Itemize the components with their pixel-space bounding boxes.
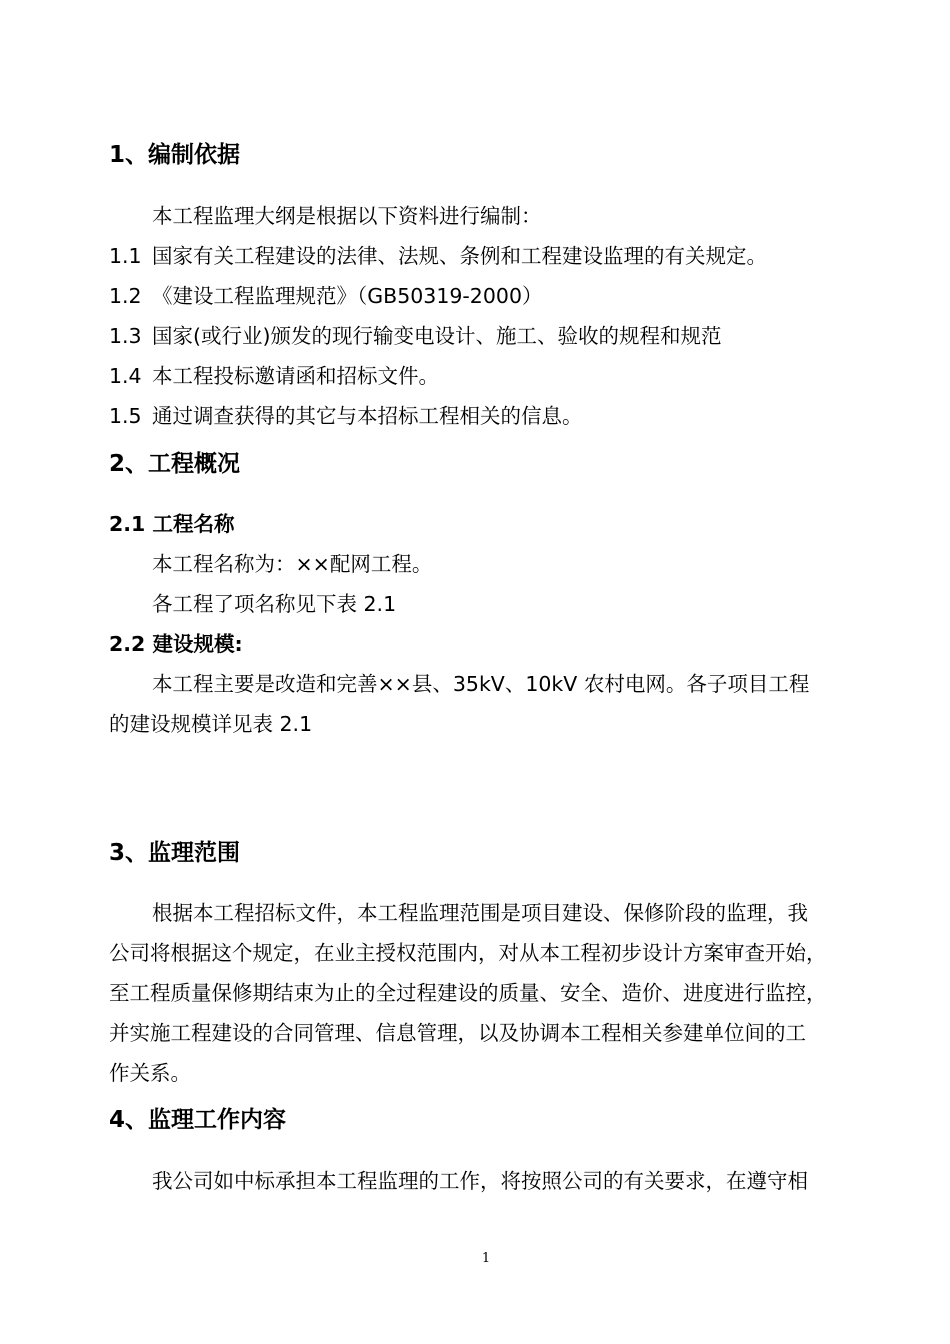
paragraph-line: 作关系。 — [109, 1061, 191, 1085]
list-item-text: 国家有关工程建设的法律、法规、条例和工程建设监理的有关规定。 — [152, 244, 767, 268]
list-item-number: 1.2 — [109, 284, 142, 308]
section-4-heading: 4、监理工作内容 — [109, 1107, 287, 1133]
list-item — [109, 322, 722, 350]
list-item-number: 1.4 — [109, 364, 142, 388]
paragraph-line: 本工程名称为：××配网工程。 — [152, 552, 433, 576]
list-item — [109, 362, 439, 390]
section-1-heading: 1、编制依据 — [109, 142, 241, 168]
paragraph-line: 公司将根据这个规定，在业主授权范围内，对从本工程初步设计方案审查开始， — [109, 941, 827, 965]
section-2-heading: 2、工程概况 — [109, 451, 241, 477]
list-item-text: 国家(或行业)颁发的现行输变电设计、施工、验收的规程和规范 — [152, 324, 722, 348]
list-item-text: 《建设工程监理规范》（GB50319-2000） — [152, 284, 543, 308]
list-item — [109, 242, 767, 270]
list-item-text: 通过调查获得的其它与本招标工程相关的信息。 — [152, 404, 583, 428]
subsection-2-2-heading: 2.2 建设规模: — [109, 632, 243, 656]
paragraph-line: 根据本工程招标文件，本工程监理范围是项目建设、保修阶段的监理，我 — [152, 901, 808, 925]
section-3-heading: 3、监理范围 — [109, 840, 241, 866]
paragraph-line: 的建设规模详见表 2.1 — [109, 712, 313, 736]
paragraph-line: 本工程主要是改造和完善××县、35kV、10kV 农村电网。各子项目工程 — [152, 672, 810, 696]
paragraph-line: 并实施工程建设的合同管理、信息管理，以及协调本工程相关参建单位间的工 — [109, 1021, 806, 1045]
list-item-number: 1.1 — [109, 244, 142, 268]
subsection-2-1-heading: 2.1 工程名称 — [109, 512, 235, 536]
paragraph-line: 至工程质量保修期结束为止的全过程建设的质量、安全、造价、进度进行监控， — [109, 981, 827, 1005]
list-item-number: 1.3 — [109, 324, 142, 348]
paragraph-line: 各工程了项名称见下表 2.1 — [152, 592, 397, 616]
list-item-text: 本工程投标邀请函和招标文件。 — [152, 364, 439, 388]
list-item-number: 1.5 — [109, 404, 142, 428]
list-item — [109, 282, 542, 310]
paragraph-line: 我公司如中标承担本工程监理的工作，将按照公司的有关要求，在遵守相 — [152, 1169, 808, 1193]
list-item — [109, 402, 583, 430]
section-1-intro: 本工程监理大纲是根据以下资料进行编制： — [152, 204, 542, 228]
page-number: 1 — [481, 1251, 491, 1266]
